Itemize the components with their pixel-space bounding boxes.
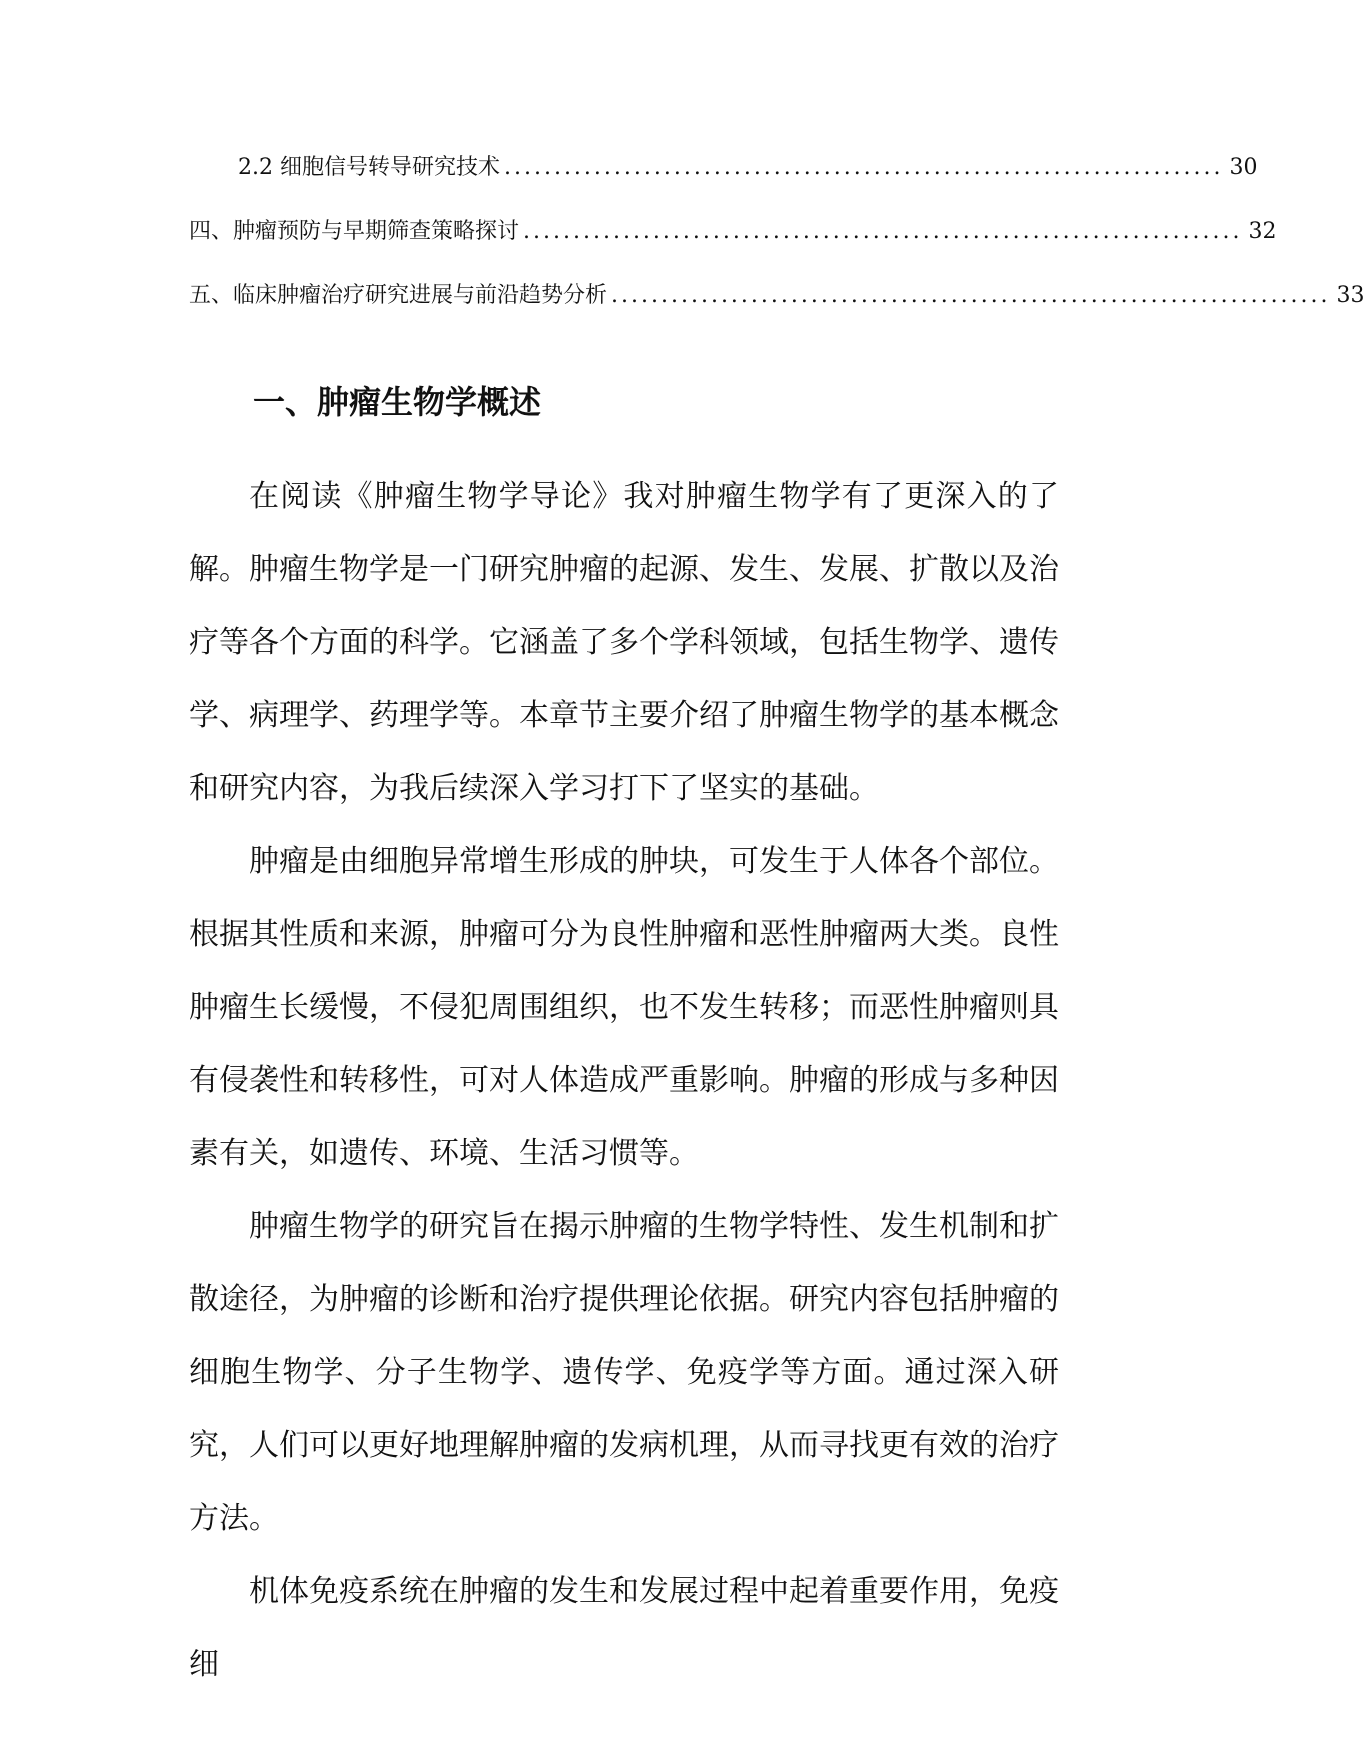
paragraph: 在阅读《肿瘤生物学导论》我对肿瘤生物学有了更深入的了解。肿瘤生物学是一门研究肿瘤的起源、发生、发展、扩散以及治疗等各个方面的科学。它涵盖了多个学科领域，包括生物学、遗传学、病理学、药理学等。本章节主要介绍了肿瘤生物学的基本概念和研究内容，为我后续深入学习打下了坚实的基础。 [189,479,1059,806]
toc-entry-title: 五、临床肿瘤治疗研究进展与前沿趋势分析 [189,283,608,308]
section-body [189,460,1059,1701]
toc-leader-dots: ........................................................................ [523,219,1243,244]
toc-entry-page: 30 [1229,155,1258,180]
section-heading: 一、肿瘤生物学概述 [253,383,542,421]
paragraph: 肿瘤生物学的研究旨在揭示肿瘤的生物学特性、发生机制和扩散途径，为肿瘤的诊断和治疗提供理论依据。研究内容包括肿瘤的细胞生物学、分子生物学、遗传学、免疫学等方面。通过深入研究，人们可以更好地理解肿瘤的发病机理，从而寻找更有效的治疗方法。 [189,1209,1059,1536]
toc-leader-dots: ........................................................................ [503,155,1224,180]
toc-entry-title: 2.2 细胞信号转导研究技术 [238,155,500,180]
toc-leader-dots: ........................................................................ [611,283,1331,308]
toc-entry[interactable] [189,212,1277,252]
toc-entry-page: 32 [1248,219,1277,244]
paragraph: 肿瘤是由细胞异常增生形成的肿块，可发生于人体各个部位。根据其性质和来源，肿瘤可分为良性肿瘤和恶性肿瘤两大类。良性肿瘤生长缓慢，不侵犯周围组织，也不发生转移；而恶性肿瘤则具有侵袭性和转移性，可对人体造成严重影响。肿瘤的形成与多种因素有关，如遗传、环境、生活习惯等。 [189,844,1059,1171]
toc-entry-page: 33 [1336,283,1365,308]
paragraph: 机体免疫系统在肿瘤的发生和发展过程中起着重要作用，免疫细 [189,1574,1059,1682]
toc-entry-title: 四、肿瘤预防与早期筛查策略探讨 [189,219,520,244]
toc-entry[interactable] [238,148,1258,188]
toc-entry[interactable] [189,276,1365,316]
